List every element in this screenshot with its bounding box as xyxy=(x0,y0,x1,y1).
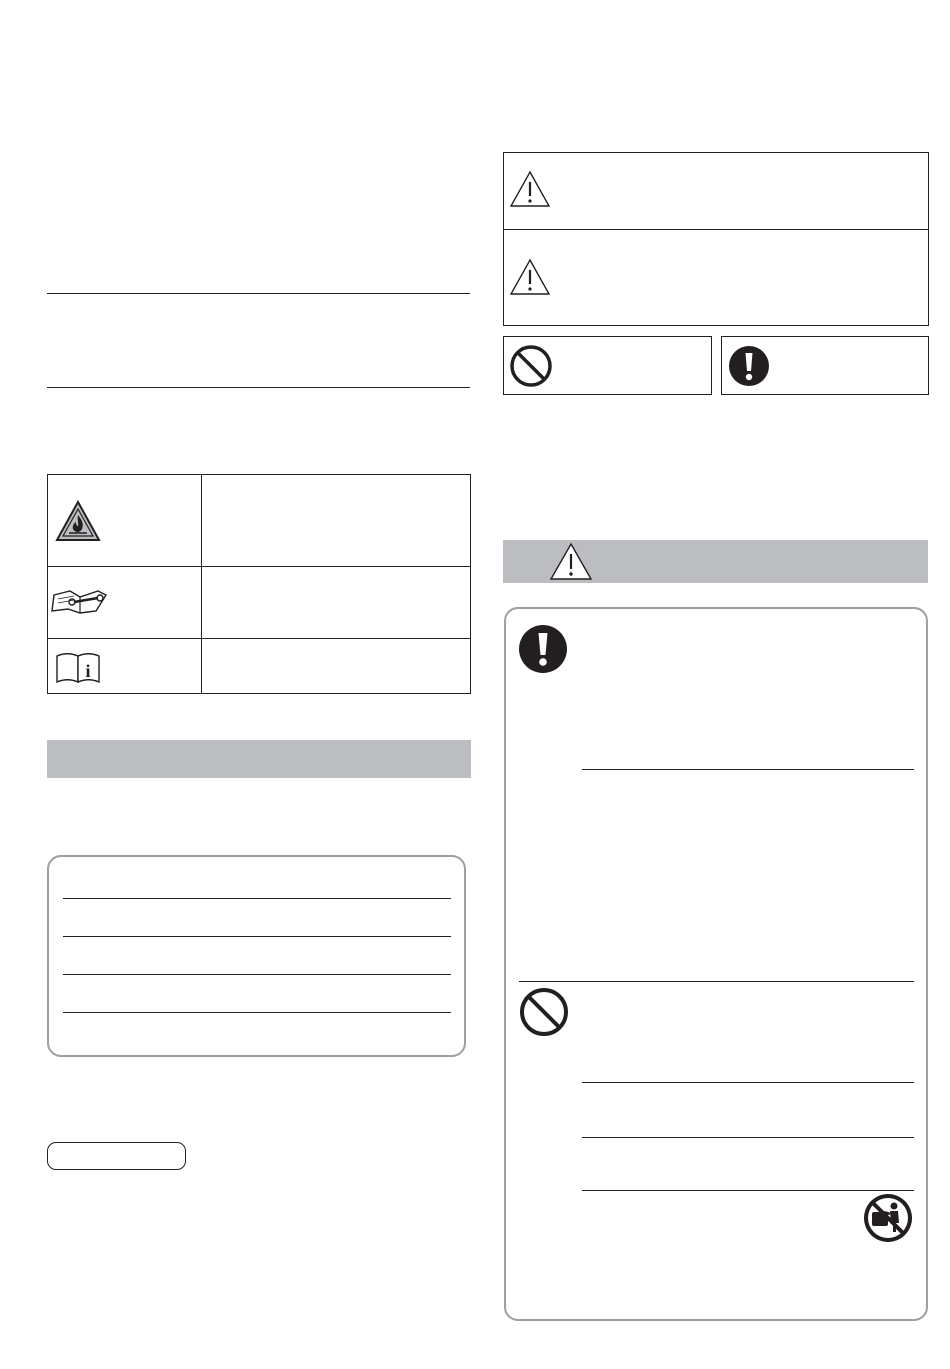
section-heading-bar xyxy=(47,740,471,778)
box-row-divider-3 xyxy=(63,974,451,975)
caution-triangle-icon xyxy=(509,258,551,296)
panel-prohibition-icon xyxy=(518,986,570,1038)
warning-header-triangle-icon xyxy=(549,542,593,581)
small-rounded-label xyxy=(47,1142,186,1170)
panel-rule-2 xyxy=(582,1082,914,1083)
box-row-divider-1 xyxy=(63,898,451,899)
box-row-divider-4 xyxy=(63,1012,451,1013)
info-rounded-box xyxy=(47,855,466,1057)
no-children-climbing-icon xyxy=(862,1192,914,1244)
warning-triangle-icon xyxy=(509,170,551,208)
mandatory-action-icon xyxy=(727,344,771,388)
second-rule xyxy=(47,387,470,388)
table-divider-vertical xyxy=(201,475,202,693)
symbols-table xyxy=(47,474,471,694)
panel-section-divider xyxy=(519,981,914,982)
table-divider-row2 xyxy=(48,638,470,639)
flammable-warning-icon xyxy=(55,500,101,542)
panel-rule-1 xyxy=(582,769,914,770)
operating-instructions-icon xyxy=(55,652,103,684)
table-divider-row1 xyxy=(48,566,470,567)
panel-rule-4 xyxy=(582,1190,914,1191)
svg-text:i: i xyxy=(85,661,91,681)
prohibition-icon xyxy=(509,344,553,388)
box-row-divider-2 xyxy=(63,936,451,937)
panel-rule-3 xyxy=(582,1137,914,1138)
service-manual-icon xyxy=(50,585,108,615)
warning-caution-box xyxy=(503,152,929,326)
top-rule xyxy=(47,293,470,294)
panel-mandatory-icon xyxy=(517,623,569,675)
warning-caution-divider xyxy=(504,229,928,230)
